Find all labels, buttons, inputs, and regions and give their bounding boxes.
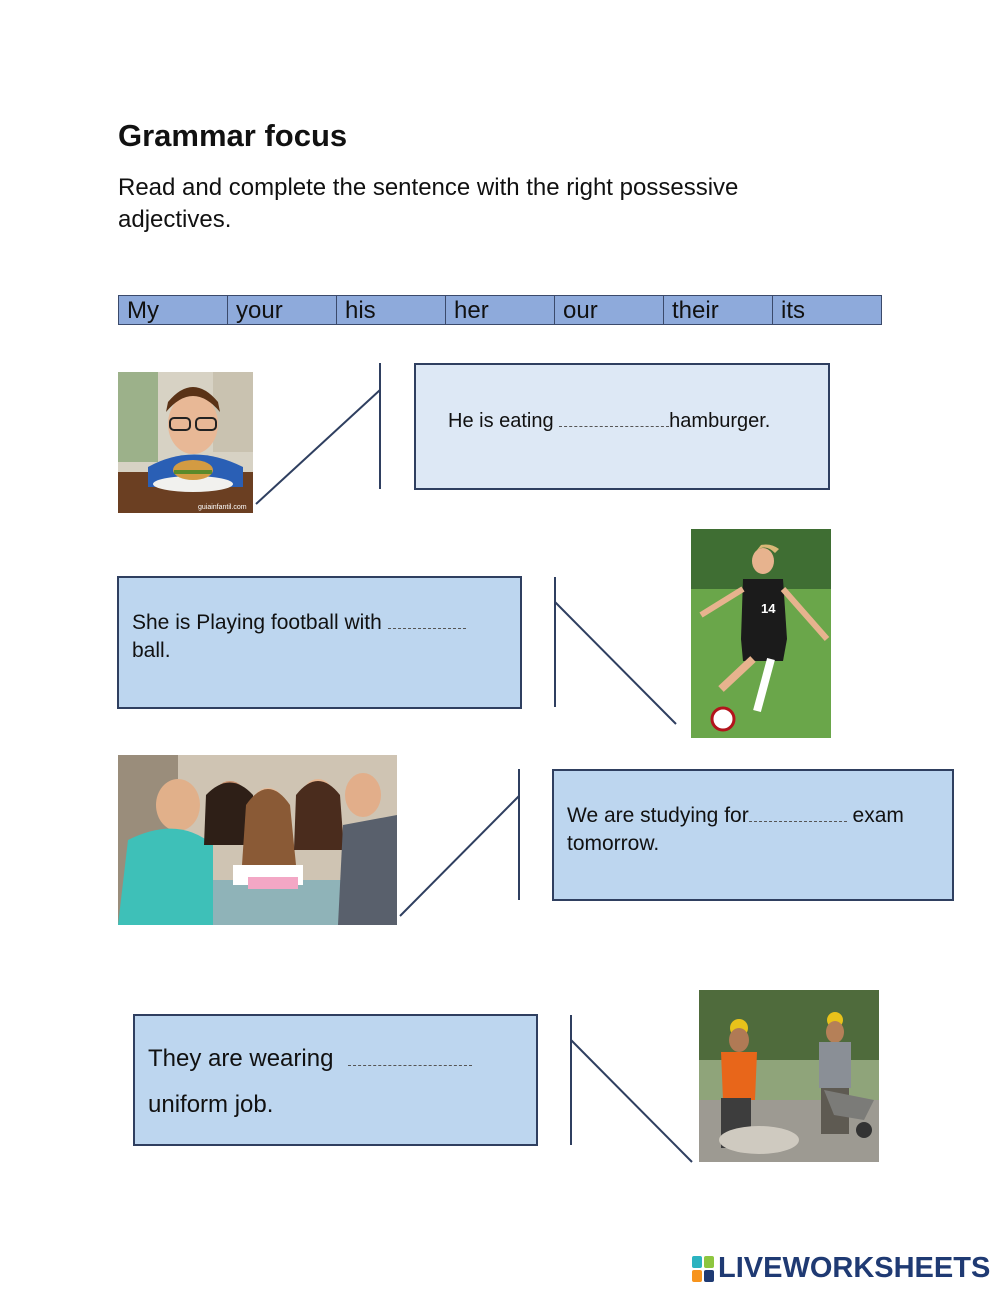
exercise-4-text-before: They are wearing xyxy=(148,1045,341,1072)
connector-diagonal-4 xyxy=(571,1040,692,1162)
logo-mark-icon xyxy=(692,1256,714,1282)
exercise-1-text-before: He is eating xyxy=(448,410,560,432)
instruction-text: Read and complete the sentence with the right possessive adjectives. xyxy=(118,174,739,233)
page-title: Grammar focus xyxy=(118,118,348,153)
exercise-2-text-after: ball. xyxy=(132,639,171,662)
word-bank-cell: her xyxy=(446,296,555,324)
connector-diagonal-3 xyxy=(400,796,519,916)
exercise-2-text-before: She is Playing football with xyxy=(132,611,388,634)
exercise-3-text-after: exam tomorrow. xyxy=(567,804,904,855)
exercise-4-text-after: uniform job. xyxy=(148,1091,274,1118)
logo-text: LIVEWORKSHEETS xyxy=(718,1252,991,1284)
word-bank-cell: our xyxy=(555,296,664,324)
connector-diagonal-2 xyxy=(555,602,676,724)
word-bank-cell: your xyxy=(228,296,337,324)
word-bank-cell: its xyxy=(781,297,805,324)
word-bank-cell: their xyxy=(664,296,773,324)
word-bank-cell: his xyxy=(337,296,446,324)
photo-credit: guiainfantil.com xyxy=(198,504,247,511)
exercise-3-text-before: We are studying for xyxy=(567,804,749,827)
exercise-1-text-after: hamburger. xyxy=(669,410,771,432)
word-bank-cell: My xyxy=(119,296,228,324)
liveworksheets-logo xyxy=(692,1252,990,1285)
connector-diagonal-1 xyxy=(256,390,380,504)
jersey-number: 14 xyxy=(761,601,776,616)
